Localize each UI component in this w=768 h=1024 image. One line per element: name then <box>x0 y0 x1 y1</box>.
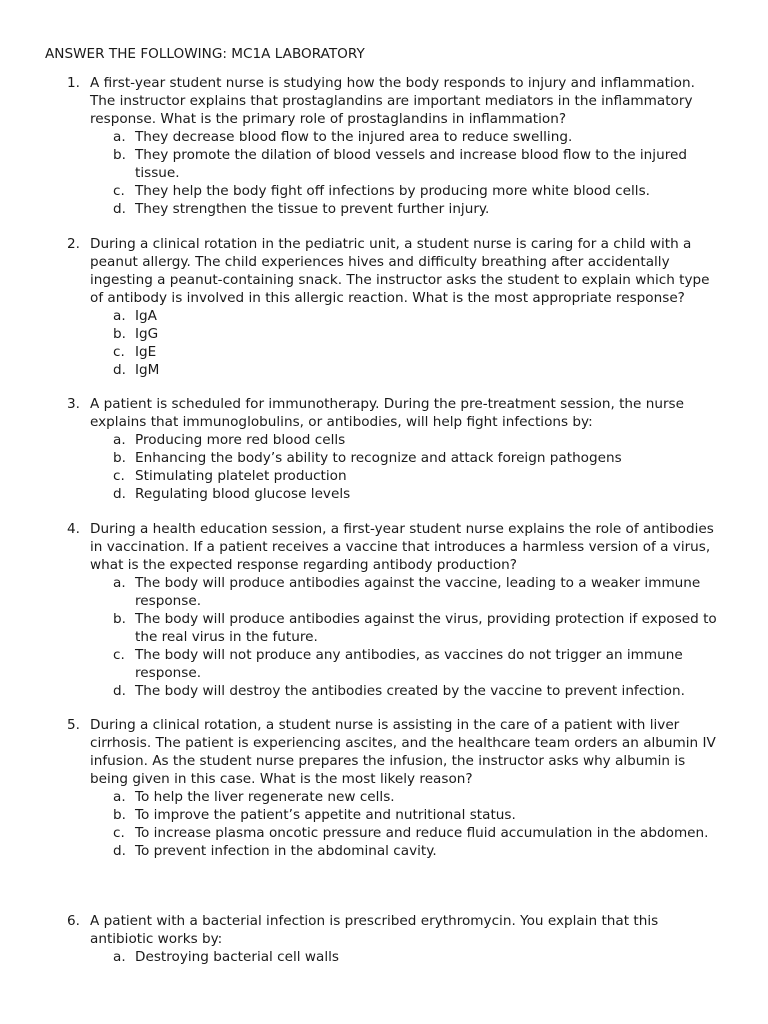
options-list <box>0 788 768 860</box>
question-stem <box>0 716 720 788</box>
option-letter: b. <box>113 450 126 466</box>
option-letter: b. <box>113 807 126 823</box>
question-1 <box>0 74 768 218</box>
option-text: Enhancing the body’s ability to recognize and attack foreign pathogens <box>135 450 622 466</box>
question-text: A patient is scheduled for immunotherapy. During the pre-treatment session, the nurse explains that immunoglobulins, or antibodies, will help fight infections by: <box>90 396 684 430</box>
question-text: A first-year student nurse is studying how the body responds to injury and inflammation. The instructor explains that prostaglandins are important mediators in the inflammatory response. What is the primary role of prostaglandins in inflammation? <box>90 75 695 127</box>
option-letter: c. <box>113 825 125 841</box>
option-c <box>0 646 720 682</box>
question-number: 3. <box>67 396 80 412</box>
option-text: To help the liver regenerate new cells. <box>135 789 395 805</box>
option-letter: a. <box>113 575 126 591</box>
option-b <box>0 449 720 467</box>
option-a <box>0 128 720 146</box>
question-4 <box>0 520 768 700</box>
question-text: During a clinical rotation in the pediatric unit, a student nurse is caring for a child with a peanut allergy. The child experiences hives and difficulty breathing after accidentally ingesting a peanut-containing snack. The instructor asks the student to explain which type of antibody is involved in this allergic reaction. What is the most appropriate response? <box>90 236 710 306</box>
option-text: Destroying bacterial cell walls <box>135 949 339 965</box>
option-d <box>0 842 720 860</box>
options-list <box>0 574 768 700</box>
question-text: A patient with a bacterial infection is prescribed erythromycin. You explain that this antibiotic works by: <box>90 913 659 947</box>
option-text: They promote the dilation of blood vessels and increase blood flow to the injured tissue. <box>135 147 687 181</box>
option-text: To prevent infection in the abdominal cavity. <box>135 843 437 859</box>
option-text: Stimulating platelet production <box>135 468 347 484</box>
option-letter: c. <box>113 647 125 663</box>
option-letter: a. <box>113 949 126 965</box>
option-letter: d. <box>113 843 126 859</box>
option-letter: c. <box>113 183 125 199</box>
option-text: IgM <box>135 362 160 378</box>
option-c <box>0 824 720 842</box>
option-letter: b. <box>113 326 126 342</box>
option-c <box>0 182 720 200</box>
option-letter: d. <box>113 683 126 699</box>
question-number: 4. <box>67 521 80 537</box>
option-b <box>0 325 720 343</box>
options-list <box>0 128 768 218</box>
question-stem <box>0 235 720 307</box>
option-a <box>0 574 720 610</box>
option-c <box>0 343 720 361</box>
option-text: IgA <box>135 308 157 324</box>
question-number: 2. <box>67 236 80 252</box>
option-text: IgG <box>135 326 159 342</box>
option-letter: d. <box>113 362 126 378</box>
option-text: Regulating blood glucose levels <box>135 486 351 502</box>
option-letter: b. <box>113 147 126 163</box>
option-d <box>0 200 720 218</box>
question-stem <box>0 520 720 574</box>
option-d <box>0 361 720 379</box>
question-6 <box>0 912 768 966</box>
option-letter: d. <box>113 201 126 217</box>
option-a <box>0 307 720 325</box>
question-stem <box>0 912 720 948</box>
question-number: 1. <box>67 75 80 91</box>
option-a <box>0 431 720 449</box>
question-stem <box>0 395 720 431</box>
options-list <box>0 948 768 966</box>
option-b <box>0 806 720 824</box>
question-text: During a health education session, a first-year student nurse explains the role of antibodies in vaccination. If a patient receives a vaccine that introduces a harmless version of a virus, what is the expected response regarding antibody production? <box>90 521 714 573</box>
question-2 <box>0 235 768 379</box>
option-text: They strengthen the tissue to prevent further injury. <box>135 201 490 217</box>
option-text: Producing more red blood cells <box>135 432 346 448</box>
option-a <box>0 948 720 966</box>
option-text: To increase plasma oncotic pressure and reduce fluid accumulation in the abdomen. <box>135 825 709 841</box>
option-text: They help the body fight off infections by producing more white blood cells. <box>135 183 650 199</box>
question-number: 6. <box>67 913 80 929</box>
option-letter: a. <box>113 308 126 324</box>
option-text: They decrease blood flow to the injured area to reduce swelling. <box>135 129 573 145</box>
question-5 <box>0 716 768 860</box>
option-d <box>0 485 720 503</box>
option-letter: a. <box>113 789 126 805</box>
option-b <box>0 610 720 646</box>
option-a <box>0 788 720 806</box>
options-list <box>0 307 768 379</box>
question-text: During a clinical rotation, a student nurse is assisting in the care of a patient with liver cirrhosis. The patient is experiencing ascites, and the healthcare team orders an albumin IV infusion. As the student nurse prepares the infusion, the instructor asks why albumin is being given in this case. What is the most likely reason? <box>90 717 716 787</box>
option-text: IgE <box>135 344 157 360</box>
option-text: The body will produce antibodies against the virus, providing protection if exposed to the real virus in the future. <box>135 611 717 645</box>
question-stem <box>0 74 720 128</box>
option-letter: c. <box>113 468 125 484</box>
option-letter: d. <box>113 486 126 502</box>
option-text: The body will produce antibodies against the vaccine, leading to a weaker immune response. <box>135 575 701 609</box>
option-letter: a. <box>113 129 126 145</box>
option-letter: b. <box>113 611 126 627</box>
options-list <box>0 431 768 503</box>
option-text: To improve the patient’s appetite and nutritional status. <box>135 807 516 823</box>
option-text: The body will destroy the antibodies created by the vaccine to prevent infection. <box>135 683 685 699</box>
option-d <box>0 682 720 700</box>
option-letter: c. <box>113 344 125 360</box>
option-letter: a. <box>113 432 126 448</box>
question-number: 5. <box>67 717 80 733</box>
option-b <box>0 146 720 182</box>
question-3 <box>0 395 768 503</box>
document-title: ANSWER THE FOLLOWING: MC1A LABORATORY <box>45 46 365 62</box>
option-c <box>0 467 720 485</box>
option-text: The body will not produce any antibodies, as vaccines do not trigger an immune response. <box>135 647 683 681</box>
